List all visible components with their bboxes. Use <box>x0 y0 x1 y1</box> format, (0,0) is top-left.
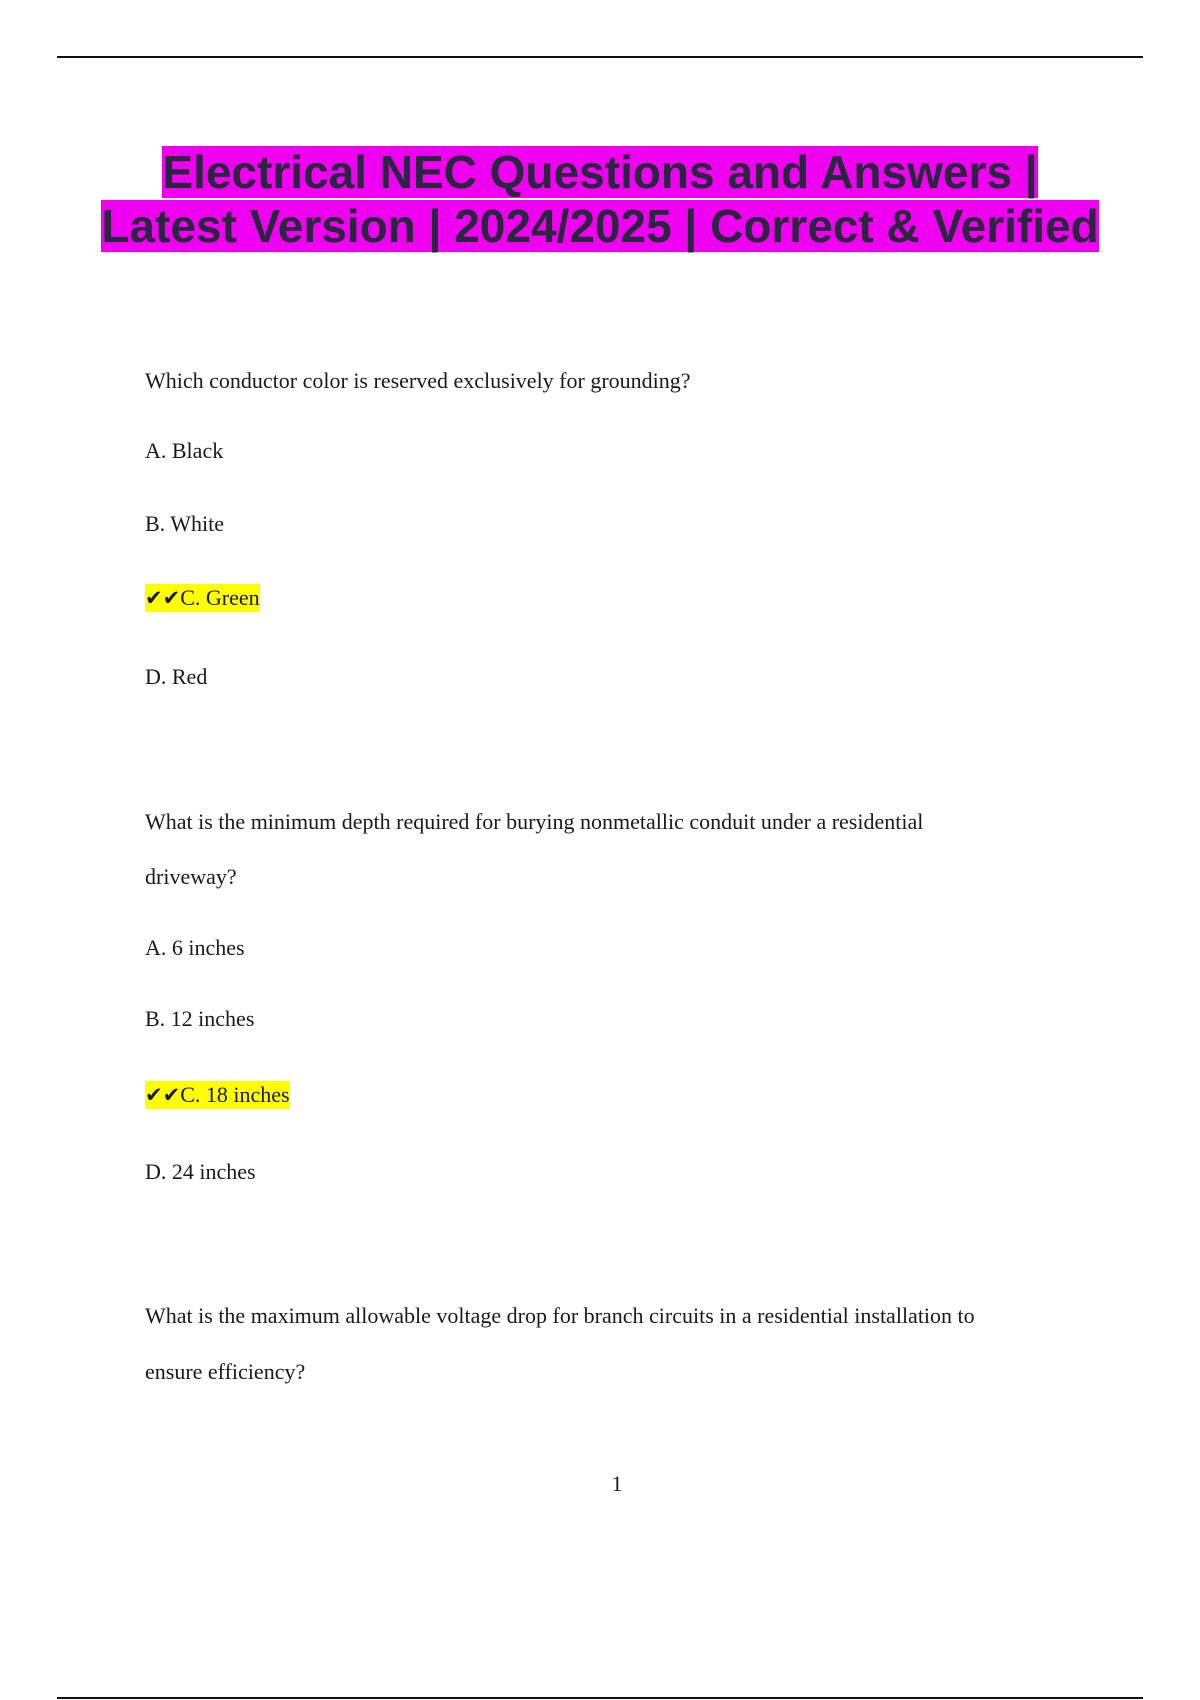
check-icon: ✔✔ <box>145 1083 181 1107</box>
question-3-text-line1: What is the maximum allowable voltage drop for branch circuits in a residential installation to <box>145 1303 975 1328</box>
question-2-text-line2: driveway? <box>145 864 237 889</box>
question-2-correct-option <box>145 1081 290 1109</box>
title-highlight: Electrical NEC Questions and Answers | Latest Version | 2024/2025 | Correct & Verified <box>101 146 1099 252</box>
question-3-text-line2: ensure efficiency? <box>145 1359 306 1384</box>
question-2-option-d: D. 24 inches <box>145 1159 256 1184</box>
question-2-option-b: B. 12 inches <box>145 1006 255 1031</box>
question-1-option-b: B. White <box>145 511 225 536</box>
question-1-correct-option <box>145 584 260 612</box>
top-rule <box>57 56 1143 58</box>
question-1-option-c: C. Green <box>180 585 260 610</box>
question-2-option-c: C. 18 inches <box>180 1082 290 1107</box>
document-title <box>100 145 1100 253</box>
question-2-option-a: A. 6 inches <box>145 935 245 960</box>
check-icon: ✔✔ <box>145 586 181 610</box>
page-number: 1 <box>611 1471 623 1496</box>
question-2-text-line1: What is the minimum depth required for burying nonmetallic conduit under a residential <box>145 809 924 834</box>
bottom-rule <box>57 1697 1143 1699</box>
question-1-option-d: D. Red <box>145 664 208 689</box>
question-1-option-a: A. Black <box>145 438 224 463</box>
question-1-text: Which conductor color is reserved exclusively for grounding? <box>145 368 691 393</box>
